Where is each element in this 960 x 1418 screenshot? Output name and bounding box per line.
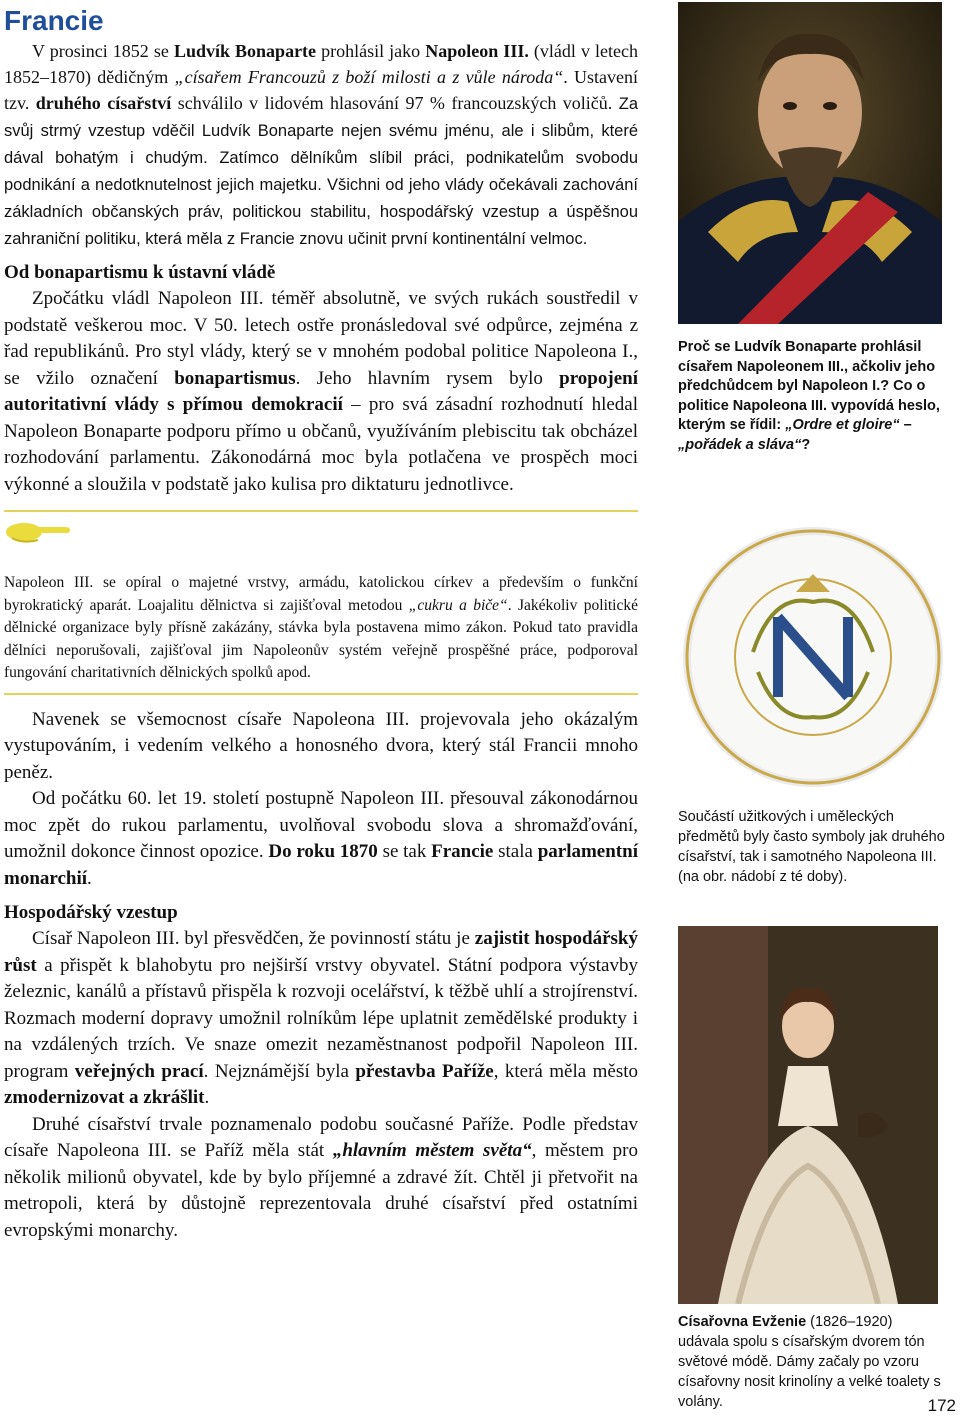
text-run: Francie: [431, 841, 494, 862]
text-run: „cukru a biče“: [408, 596, 508, 614]
text-run: veřejných prací: [74, 1060, 204, 1082]
hand-pointer-icon: [4, 512, 638, 552]
caption-eugenie: [678, 1312, 946, 1412]
intro-paragraph: [4, 38, 638, 252]
court-paragraph: [4, 707, 638, 787]
caption-plate: Součástí užitkových i uměleckých předmětů byly často symboly jak druhého císařství, tak i samotného Napoleona III. (na obr. nádobí z té doby).: [678, 809, 945, 885]
text-run: . Jakékoliv politické dělnické organizace byly přísně zakázány, stávka byla postavena mimo zákon. Pokud tato pravidla dělníci neporušovali, zajišťoval jim Napoleonův systém veřejně prospěšné práce, podporoval fungování charitativních dělnických spolků apod.: [4, 596, 638, 681]
text-run: Navenek se všemocnost císaře Napoleona III. projevovala jeho okázalým vystupováním, i vedením velkého a honosného dvora, který stál Francii mnoho peněz.: [4, 708, 638, 783]
text-run: Císařovna Evženie: [678, 1314, 807, 1330]
text-run: . Nejznámější byla: [203, 1060, 356, 1082]
text-run: .: [204, 1087, 210, 1108]
text-run: (1826–1920) udávala spolu s císařským dvorem tón světové módě. Dámy začaly po vzoru císařovny nosit krinolíny a velké toalety s volány.: [678, 1314, 941, 1410]
text-run: ?: [801, 436, 811, 453]
worker-policy-paragraph: [4, 572, 638, 685]
text-run: Do roku 1870: [268, 841, 378, 862]
text-run: Císař Napoleon III. byl přesvědčen, že povinností státu je: [32, 928, 475, 949]
text-run: „hlavním městem světa“: [332, 1140, 532, 1161]
section-heading-economy: Hospodářský vzestup: [4, 902, 178, 923]
portrait-napoleon-iii: [678, 2, 942, 324]
parliament-paragraph: [4, 786, 638, 892]
text-run: Ludvík Bonaparte: [173, 41, 317, 61]
text-run: , městem pro několik milionů obyvatel, kde by bylo příjemné a zdravé žít. Chtěl ji přetvořit na metropoli, která by důstojně reprezentovala druhé císařství před ostatními evropskými monarchy.: [4, 1140, 638, 1241]
section-heading-bonapartism: Od bonapartismu k ústavní vládě: [4, 262, 276, 283]
page-title: Francie: [4, 5, 104, 36]
text-run: – pro svá zásadní rozhodnutí hledal Napoleon Bonaparte podporu přímo u občanů, využíváním plebiscitu tak obcházel rozhodování parlamentu. Zákonodárná moc byla potlačena ve prospěch moci výkonné a sloužila v podstatě jako kulisa pro diktaturu jednotlivce.: [4, 394, 638, 495]
text-run: a přispět k blahobytu pro nejširší vrstvy obyvatel. Státní podpora výstavby železnic, kanálů a přístavů přispěla k rozvoji ocelářství, k těžbě uhlí a strojírenství. Rozmach moderní dopravy umožnil rolníkům lépe uplatnit zemědělské produkty i na vzdálených trzích. Ve snaze omezit nezaměstnanost podpořil Napoleon III. program: [4, 954, 638, 1082]
text-run: V prosinci 1852 se: [32, 41, 174, 61]
text-run: (vládl v letech 1852–1870) dědičným: [4, 41, 638, 87]
text-run: schválilo v lidovém hlasování 97 % francouzských voličů.: [171, 93, 619, 113]
text-run: Proč se Ludvík Bonaparte prohlásil císařem Napoleonem III., ačkoliv jeho předchůdcem byl Napoleon I.?: [678, 339, 936, 394]
text-run: zmodernizovat a zkrášlit: [4, 1087, 205, 1108]
text-run: druhého císařství: [35, 93, 172, 113]
text-run: se tak: [377, 841, 432, 862]
text-run: Od počátku 60. let 19. století postupně Napoleon III. přesouval zákonodárnou moc zpět do rukou parlamentu, uvolňoval svobodu slova a shromažďování, umožnil dokonce činnost opozice.: [4, 788, 638, 862]
text-run: Napoleon III.: [425, 41, 529, 61]
divider: [4, 693, 638, 695]
text-run: „císařem Francouzů z boží milosti a z vůle národa“: [174, 67, 564, 87]
text-run: bonapartismus: [174, 367, 296, 389]
text-run: . Ustavení tzv.: [4, 67, 639, 113]
text-run: parlamentní monarchií: [4, 841, 638, 889]
plate-image: [678, 522, 948, 792]
text-run: .: [87, 867, 92, 889]
paris-paragraph: [4, 1112, 638, 1245]
text-run: Za svůj strmý vzestup vděčil Ludvík Bonaparte nejen svému jménu, ale i slibům, které dával bohatým i chudým. Zatímco dělníkům slíbil práci, podnikatelům svobodu podnikání a nedotknutelnost jejich majetku. Všichni od jeho vlády očekávali zachování základních občanských práv, politickou stabilitu, hospodářský vzestup a úspěšnou zahraniční politiku, která měla z Francie znovu učinit první kontinentální velmoc.: [4, 95, 638, 248]
caption-questions: [678, 338, 948, 455]
text-run: , která měla město: [493, 1060, 639, 1082]
text-run: . Jeho hlavním rysem bylo: [295, 367, 560, 389]
text-run: propojení autoritativní vlády s přímou demokracií: [4, 367, 638, 415]
text-run: „Ordre et gloire“ – „pořádek a sláva“: [678, 417, 912, 453]
page-number: 172: [927, 1396, 956, 1415]
text-run: Druhé císařství trvale poznamenalo podobu současné Paříže. Podle představ císaře Napoleona III. se Paříž měla stát: [4, 1113, 638, 1161]
text-run: přestavba Paříže: [355, 1060, 494, 1082]
portrait-empress-eugenie: [678, 926, 938, 1304]
text-run: Napoleon III. se opíral o majetné vrstvy, armádu, katolickou církev a především o funkční byrokratický aparát. Loajalitu dělnictva si zajišťoval metodou: [4, 574, 638, 614]
text-run: Co o politice Napoleona III. vypovídá heslo, kterým se řídil:: [678, 378, 940, 433]
text-run: stala: [493, 841, 538, 862]
text-run: Zpočátku vládl Napoleon III. téměř absolutně, ve svých rukách soustředil v podstatě veškerou moc. V 50. letech ostře pronásledoval své odpůrce, zejména z řad republikánů. Pro styl vlády, který se v mnohém podobal politice Napoleona I., se vžilo označení: [4, 288, 638, 389]
main-column: [4, 0, 638, 1244]
bonapartism-paragraph: [4, 286, 638, 498]
text-run: prohlásil jako: [316, 41, 426, 61]
economy-paragraph: [4, 926, 638, 1112]
text-run: zajistit hospodářský růst: [4, 928, 638, 976]
